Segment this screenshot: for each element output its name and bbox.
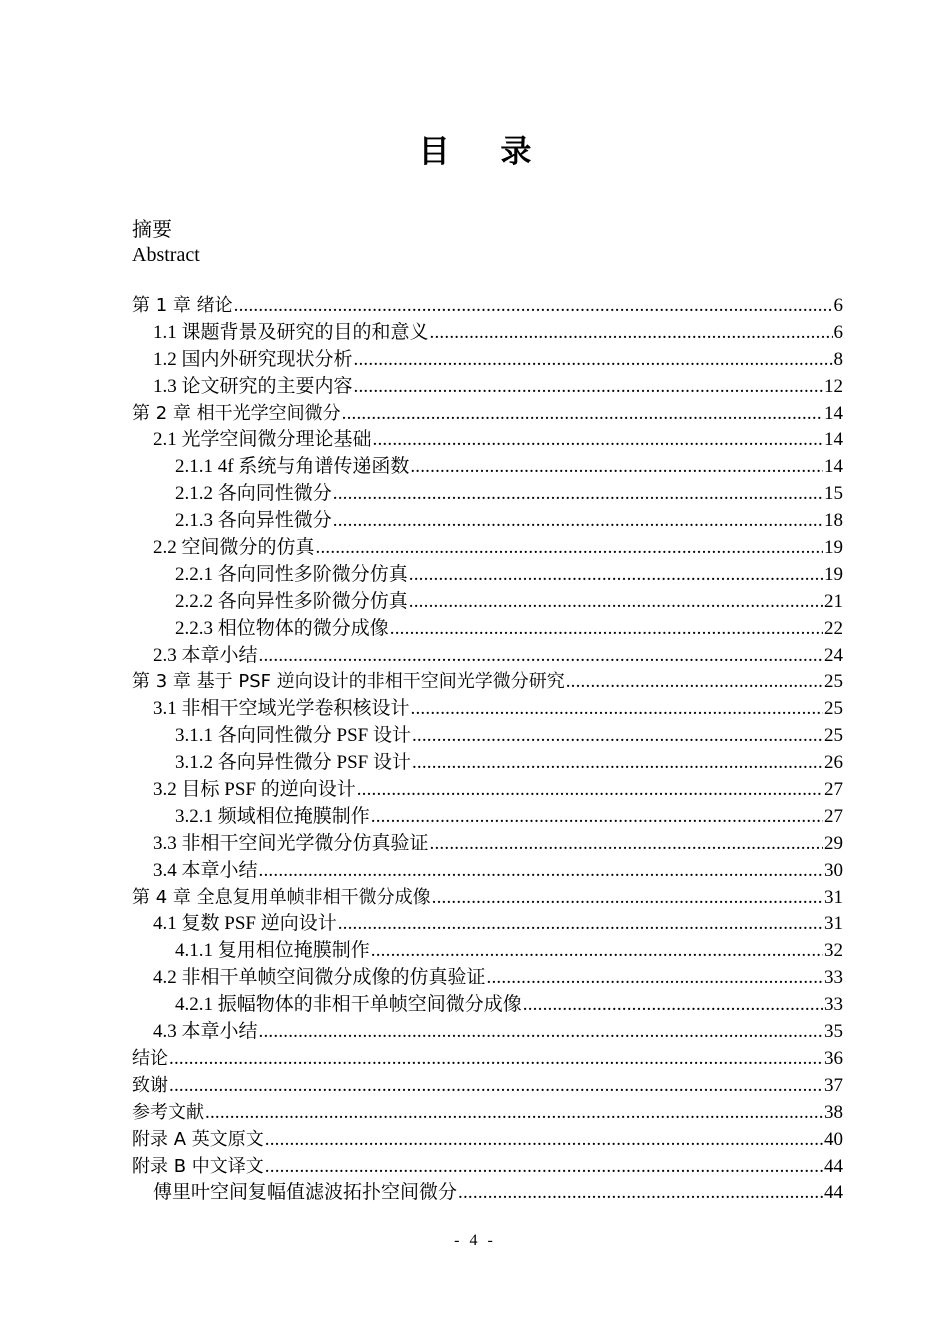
toc-entry-page: 27 <box>824 805 843 827</box>
toc-entry-label: 4.1.1 复用相位掩膜制作 <box>175 940 370 962</box>
toc-entry-label: 第 1 章 绪论 <box>132 295 233 316</box>
toc-entry-label: 1.1 课题背景及研究的目的和意义 <box>153 321 429 343</box>
toc-entry-page: 21 <box>824 590 843 612</box>
dot-leader <box>338 911 823 938</box>
toc-entry[interactable] <box>132 696 843 723</box>
toc-entry[interactable] <box>132 535 843 562</box>
toc-entry-label: 第 4 章 全息复用单帧非相干微分成像 <box>132 886 431 908</box>
toc-entry[interactable] <box>132 965 843 992</box>
dot-leader <box>259 1019 823 1046</box>
dot-leader <box>412 723 823 750</box>
dot-leader <box>412 750 823 777</box>
toc-entry-label: 4.2 非相干单帧空间微分成像的仿真验证 <box>153 967 486 989</box>
toc-entry[interactable] <box>132 1019 843 1046</box>
dot-leader <box>316 535 823 562</box>
dot-leader <box>409 562 823 589</box>
toc-entry[interactable] <box>132 669 843 696</box>
toc-entry-label: 1.3 论文研究的主要内容 <box>153 375 353 397</box>
toc-entry-page: 12 <box>824 375 843 397</box>
toc-entry-label: 3.1 非相干空域光学卷积核设计 <box>153 698 410 720</box>
dot-leader <box>411 696 823 723</box>
toc-entry-page: 14 <box>824 456 843 478</box>
toc-entry[interactable] <box>132 320 843 347</box>
page-title: 目 录 <box>418 134 552 170</box>
toc-entry[interactable] <box>132 481 843 508</box>
toc-entry-page: 44 <box>824 1155 843 1177</box>
toc-entry-page: 31 <box>824 913 843 935</box>
toc-entry[interactable] <box>132 374 843 401</box>
toc-entry[interactable] <box>132 401 843 428</box>
toc-entry-page: 8 <box>833 348 843 370</box>
toc-entry-label: 参考文献 <box>132 1101 204 1123</box>
toc-entry[interactable] <box>132 643 843 670</box>
toc-entry-label: 第 2 章 相干光学空间微分 <box>132 402 341 424</box>
dot-leader <box>265 1127 823 1154</box>
dot-leader <box>371 938 823 965</box>
toc-entry-label: 3.1.2 各向异性微分 PSF 设计 <box>175 752 411 774</box>
toc-entry[interactable] <box>132 562 843 589</box>
toc-entry-page: 36 <box>824 1047 843 1069</box>
toc-entry-page: 24 <box>824 644 843 666</box>
toc-entry-page: 19 <box>824 563 843 585</box>
toc-entry-page: 6 <box>833 295 843 316</box>
toc-entry-page: 37 <box>824 1074 843 1096</box>
toc-entry-page: 6 <box>833 321 843 343</box>
toc-entry[interactable] <box>132 508 843 535</box>
dot-leader <box>333 481 823 508</box>
dot-leader <box>371 804 823 831</box>
toc-entry[interactable] <box>132 992 843 1019</box>
page-number: - 4 - <box>454 1232 496 1249</box>
toc-entry-label: 附录 A 英文原文 <box>132 1128 264 1150</box>
dot-leader <box>354 347 833 374</box>
toc-entry-page: 35 <box>824 1021 843 1043</box>
toc-entry[interactable] <box>132 777 843 804</box>
toc-entry-label: 2.2 空间微分的仿真 <box>153 537 315 559</box>
dot-leader <box>409 589 823 616</box>
toc-entry-label: 1.2 国内外研究现状分析 <box>153 348 353 370</box>
toc-entry-label: 3.4 本章小结 <box>153 859 258 881</box>
dot-leader <box>234 293 833 320</box>
toc-entry-label: 2.3 本章小结 <box>153 644 258 666</box>
toc-entry-label: 2.1.3 各向异性微分 <box>175 510 332 532</box>
dot-leader <box>373 427 823 454</box>
toc-entry-page: 15 <box>824 483 843 505</box>
toc-entry-page: 27 <box>824 779 843 801</box>
toc-entry-label: 4.2.1 振幅物体的非相干单帧空间微分成像 <box>175 994 522 1016</box>
toc-entry-label: 第 3 章 基于 PSF 逆向设计的非相干空间光学微分研究 <box>132 671 565 693</box>
toc-entry-page: 33 <box>824 967 843 989</box>
toc-entry-page: 26 <box>824 752 843 774</box>
toc-entry[interactable] <box>132 804 843 831</box>
dot-leader <box>487 965 823 992</box>
toc-entry[interactable] <box>132 427 843 454</box>
toc-entry-page: 44 <box>824 1182 843 1204</box>
toc-entry-page: 30 <box>824 859 843 881</box>
dot-leader <box>259 643 823 670</box>
toc-entry[interactable] <box>132 938 843 965</box>
toc-entry[interactable] <box>132 1127 843 1154</box>
toc-entry[interactable] <box>132 831 843 858</box>
toc-entry[interactable] <box>132 454 843 481</box>
toc-entry-label: 2.2.3 相位物体的微分成像 <box>175 617 389 639</box>
toc-entry-page: 29 <box>824 832 843 854</box>
toc-entry[interactable] <box>132 1073 843 1100</box>
toc-entry-label: 2.2.1 各向同性多阶微分仿真 <box>175 563 408 585</box>
toc-entry-page: 22 <box>824 617 843 639</box>
toc-entry-page: 25 <box>824 698 843 720</box>
toc-entry-page: 38 <box>824 1101 843 1123</box>
toc-entry-label: 结论 <box>132 1047 168 1069</box>
toc-entry-label: 傅里叶空间复幅值滤波拓扑空间微分 <box>153 1182 458 1204</box>
toc-entry-label: 附录 B 中文译文 <box>132 1155 264 1177</box>
toc-entry-page: 25 <box>824 671 843 693</box>
toc-entry-label: 3.3 非相干空间光学微分仿真验证 <box>153 832 429 854</box>
dot-leader <box>333 508 823 535</box>
toc-entry-label: 2.1 光学空间微分理论基础 <box>153 429 372 451</box>
dot-leader <box>169 1073 823 1100</box>
toc-entry-label: 2.1.2 各向同性微分 <box>175 483 332 505</box>
front-matter <box>132 218 200 268</box>
dot-leader <box>458 1180 823 1207</box>
dot-leader <box>205 1100 823 1127</box>
toc-entry-label: 2.2.2 各向异性多阶微分仿真 <box>175 590 408 612</box>
toc-entry-label: 致谢 <box>132 1074 168 1096</box>
table-of-contents <box>132 293 843 1207</box>
toc-entry[interactable] <box>132 1180 843 1207</box>
dot-leader <box>357 777 823 804</box>
front-item-abstract-cn[interactable]: 摘要 <box>132 219 172 241</box>
dot-leader <box>342 401 823 428</box>
toc-entry-page: 19 <box>824 537 843 559</box>
toc-entry-label: 3.1.1 各向同性微分 PSF 设计 <box>175 725 411 747</box>
toc-entry-page: 31 <box>824 886 843 908</box>
dot-leader <box>430 320 833 347</box>
toc-entry[interactable] <box>132 1100 843 1127</box>
toc-entry-label: 2.1.1 4f 系统与角谱传递函数 <box>175 456 410 478</box>
toc-entry-page: 14 <box>824 429 843 451</box>
toc-entry[interactable] <box>132 616 843 643</box>
toc-entry-page: 33 <box>824 994 843 1016</box>
toc-entry-page: 25 <box>824 725 843 747</box>
toc-entry[interactable] <box>132 589 843 616</box>
toc-entry-label: 4.1 复数 PSF 逆向设计 <box>153 913 337 935</box>
toc-entry-page: 40 <box>824 1128 843 1150</box>
dot-leader <box>265 1154 823 1181</box>
toc-entry-page: 18 <box>824 510 843 532</box>
dot-leader <box>354 374 823 401</box>
dot-leader <box>169 1046 823 1073</box>
toc-entry-label: 3.2 目标 PSF 的逆向设计 <box>153 779 356 801</box>
toc-entry-page: 32 <box>824 940 843 962</box>
dot-leader <box>430 831 823 858</box>
dot-leader <box>566 669 823 696</box>
toc-entry-label: 4.3 本章小结 <box>153 1021 258 1043</box>
toc-entry[interactable] <box>132 911 843 938</box>
toc-entry[interactable] <box>132 885 843 912</box>
toc-entry[interactable] <box>132 858 843 885</box>
dot-leader <box>432 885 823 912</box>
front-item-abstract-en[interactable]: Abstract <box>132 244 200 266</box>
toc-entry[interactable] <box>132 723 843 750</box>
dot-leader <box>410 454 823 481</box>
toc-entry[interactable] <box>132 1046 843 1073</box>
toc-entry[interactable] <box>132 750 843 777</box>
toc-entry[interactable] <box>132 347 843 374</box>
toc-entry[interactable] <box>132 1154 843 1181</box>
dot-leader <box>390 616 823 643</box>
toc-entry-label: 3.2.1 频域相位掩膜制作 <box>175 805 370 827</box>
toc-entry[interactable] <box>132 293 843 320</box>
toc-entry-page: 14 <box>824 402 843 424</box>
dot-leader <box>259 858 823 885</box>
dot-leader <box>523 992 823 1019</box>
